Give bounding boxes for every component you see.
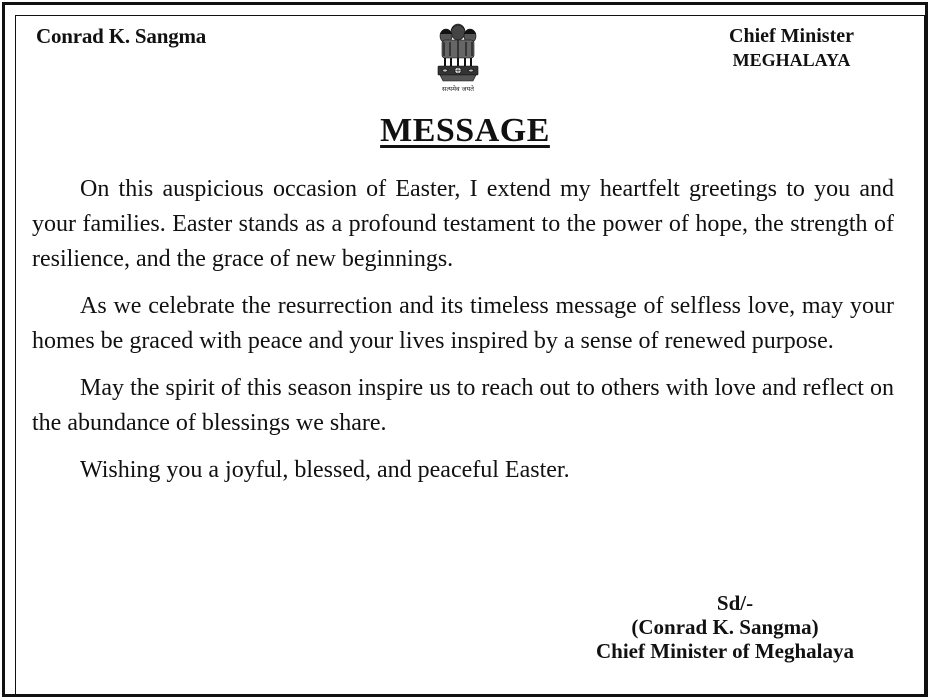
- message-paragraph: On this auspicious occasion of Easter, I extend my heartfelt greetings to you and your families. Easter stands as a profound testament to the power of hope, the strength of resilience, and the grace of new beginnings.: [32, 176, 894, 272]
- message-paragraph: Wishing you a joyful, blessed, and peaceful Easter.: [80, 457, 570, 483]
- header-designation: [729, 24, 854, 72]
- header-designation-title: Chief Minister: [729, 25, 854, 47]
- signature-block: [520, 591, 930, 663]
- emblem-caption: सत्यमेव जयते: [442, 85, 474, 93]
- signature-sd: Sd/-: [716, 591, 754, 615]
- national-emblem-icon: [431, 20, 485, 94]
- message-paragraph: May the spirit of this season inspire us to reach out to others with love and reflect on the abundance of blessings we share.: [32, 375, 894, 436]
- header-designation-state: MEGHALAYA: [732, 50, 851, 70]
- message-body: [32, 172, 894, 500]
- page-title: MESSAGE: [380, 112, 550, 149]
- header-name: Conrad K. Sangma: [36, 24, 207, 48]
- signature-designation: Chief Minister of Meghalaya: [596, 639, 854, 663]
- message-paragraph: As we celebrate the resurrection and its timeless message of selfless love, may your homes be graced with peace and your lives inspired by a sense of renewed purpose.: [32, 293, 894, 354]
- signature-name: (Conrad K. Sangma): [631, 615, 819, 639]
